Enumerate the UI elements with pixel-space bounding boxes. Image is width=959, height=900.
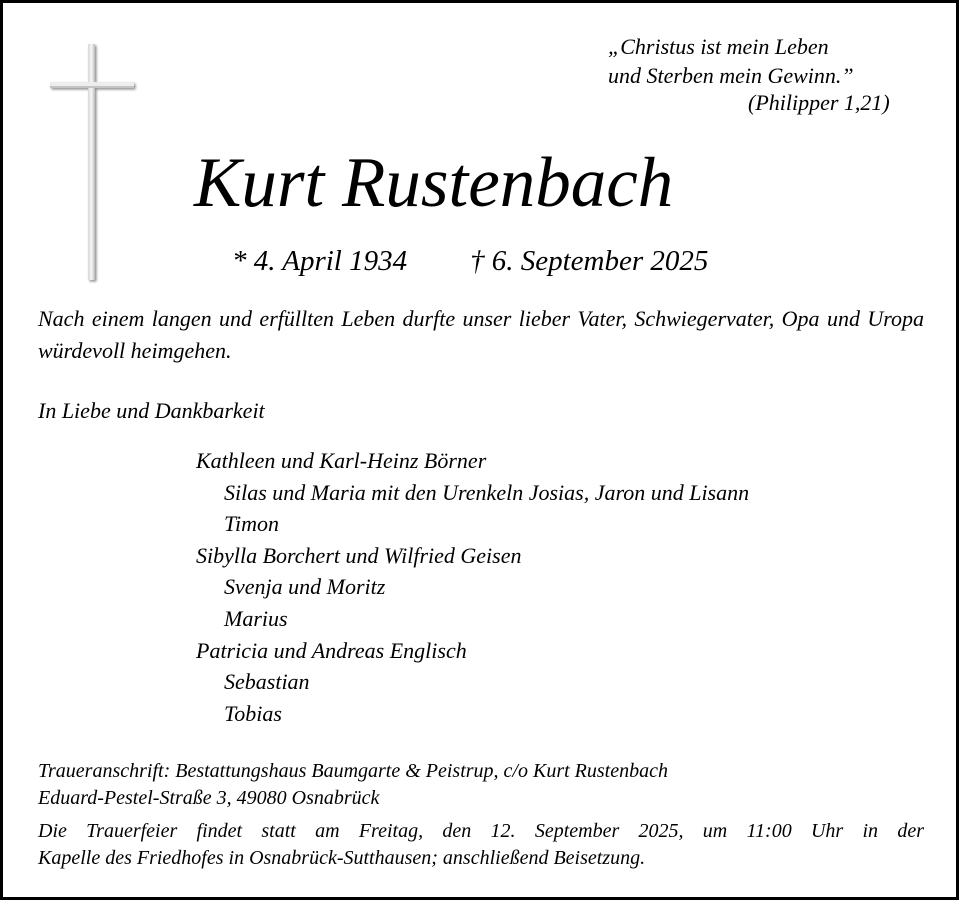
mourning-address <box>38 758 668 812</box>
ceremony-line-1: Die Trauerfeier findet statt am Freitag, den 12. September 2025, um 11:00 Uhr in der <box>38 820 924 842</box>
mourner-line: Svenja und Moritz <box>224 574 386 600</box>
mourner-line: Tobias <box>224 700 282 726</box>
death-date: † 6. September 2025 <box>470 245 709 277</box>
quote-reference: (Philipper 1,21) <box>748 90 890 115</box>
quote-line-1: „Christus ist mein Leben <box>608 34 829 59</box>
mourner-line: Silas und Maria mit den Urenkeln Josias, Jaron und Lisann <box>224 479 750 505</box>
mourner-line: Kathleen und Karl-Heinz Börner <box>196 448 487 473</box>
cross-icon <box>48 42 138 284</box>
bible-quote <box>608 32 854 90</box>
mourner-line: Sibylla Borchert und Wilfried Geisen <box>196 542 522 568</box>
mourner-line: Timon <box>224 511 280 537</box>
mourner-line: Sebastian <box>224 669 310 695</box>
deceased-name: Kurt Rustenbach <box>194 144 674 222</box>
mourner-line: Marius <box>224 605 288 631</box>
birth-date: * 4. April 1934 <box>232 245 408 277</box>
intro-text: Nach einem langen und erfüllten Leben durfte unser lieber Vater, Schwiegervater, Opa und Uropa würdevoll heimgehen. <box>38 306 924 363</box>
ceremony-line-2: Kapelle des Friedhofes in Osnabrück-Sutthausen; anschließend Beisetzung. <box>38 847 646 869</box>
dedication-text: In Liebe und Dankbarkeit <box>38 398 265 423</box>
mourner-line: Patricia und Andreas Englisch <box>196 637 467 663</box>
address-line-1: Traueranschrift: Bestattungshaus Baumgarte & Peistrup, c/o Kurt Rustenbach <box>38 760 668 782</box>
quote-line-2: und Sterben mein Gewinn.” <box>608 63 854 88</box>
ceremony-info <box>38 818 924 872</box>
address-line-2: Eduard-Pestel-Straße 3, 49080 Osnabrück <box>38 787 380 809</box>
mourners-list <box>196 445 749 729</box>
